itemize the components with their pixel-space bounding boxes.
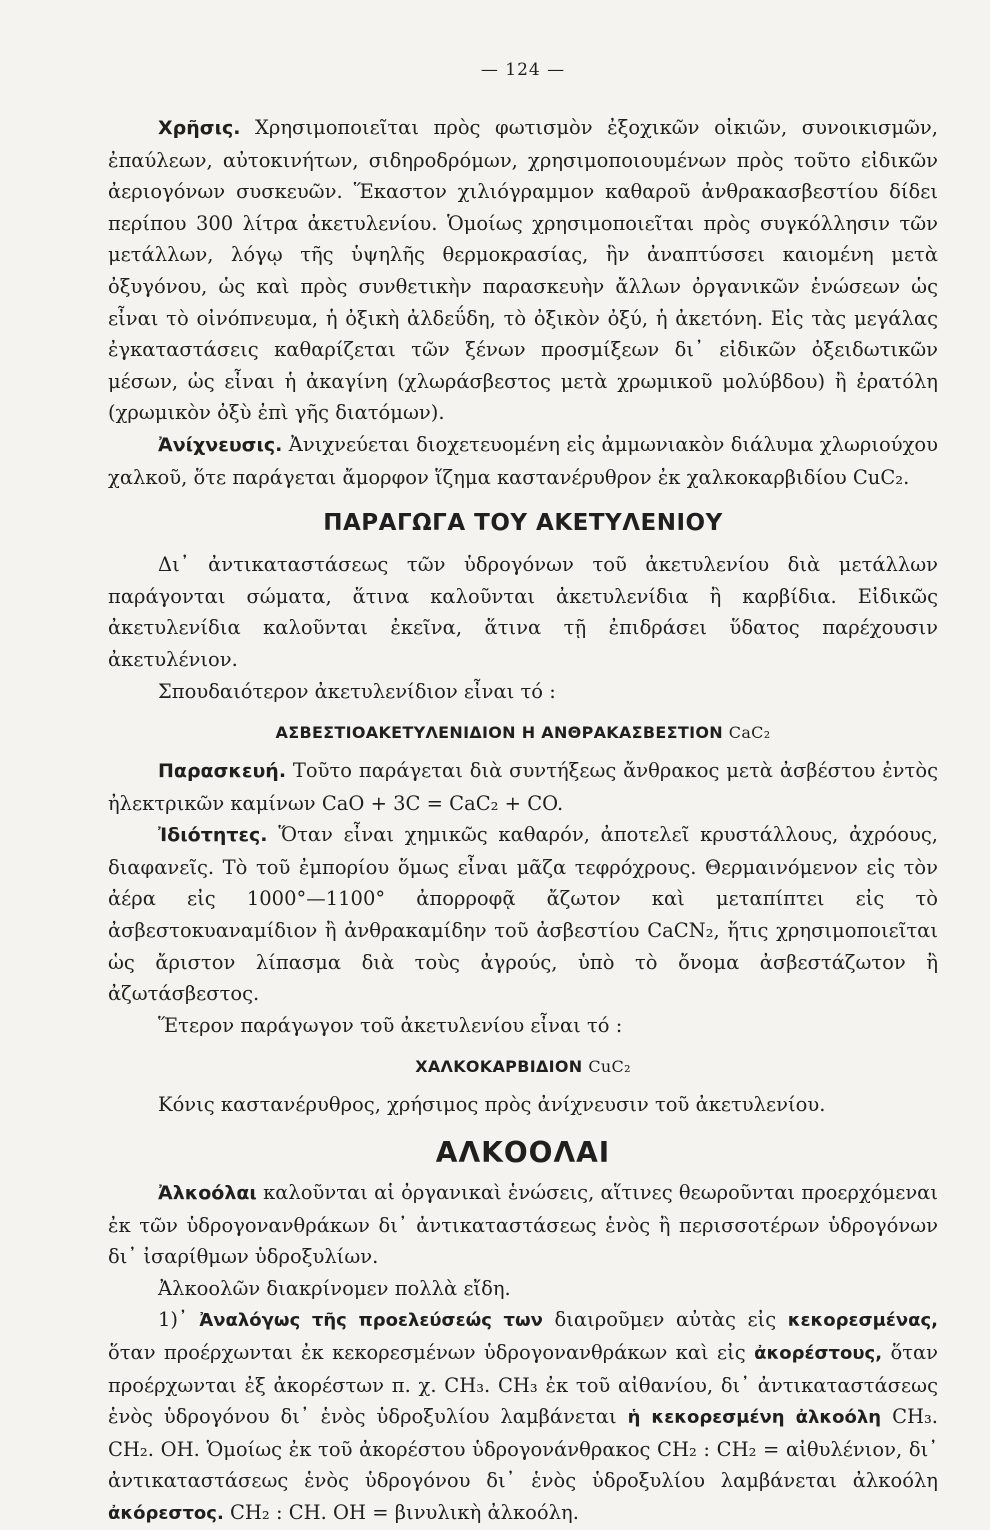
- preparation-text: Τοῦτο παράγεται διὰ συντήξεως ἄνθρακος μετὰ ἀσβέστου ἐντὸς ἠλεκτρικῶν καμίνων CaO + 3C = CaC₂ + CO.: [108, 759, 938, 815]
- derivatives-paragraph: Δι᾿ ἀντικαταστάσεως τῶν ὑδρογόνων τοῦ ἀκετυλενίου διὰ μετάλλων παράγονται σώματα, ἅτινα καλοῦνται ἀκετυλενίδια ἢ καρβίδια. Εἰδικῶς ἀκετυλενίδια καλοῦνται ἐκεῖνα, ἅτινα τῇ ἐπιδράσει ὕδατος παρέχουσιν ἀκετυλένιον.: [108, 553, 938, 671]
- classification-text-d: CH₃. CH₂. OH. Ὁμοίως ἐκ τοῦ ἀκορέστου ὑδρογονάνθρακος CH₂ : CH₂ = αἰθυλένιον, δι᾿ ἀντικαταστάσεως ἑνὸς ὑδρογόνου δι᾿ ἑνὸς ὑδροξυλίου λαμβάνεται ἀλκοόλη: [108, 1405, 939, 1493]
- alcohols-heading: ΑΛΚΟΟΛΑΙ: [435, 1136, 611, 1170]
- uses-term: Χρῆσις.: [158, 117, 241, 139]
- calcium-carbide-heading: [108, 721, 938, 745]
- properties-paragraph: [108, 819, 938, 1010]
- classification-paragraph: [108, 1304, 938, 1529]
- classification-text-b: ὅταν προέρχωνται ἐκ κεκορεσμένων ὑδρογονανθράκων καὶ εἰς: [108, 1341, 755, 1364]
- copper-carbide-title: ΧΑΛΚΟΚΑΡΒΙΔΙΟΝ: [415, 1057, 583, 1077]
- saturated-term: κεκορεσμένας,: [787, 1310, 938, 1332]
- saturated-alcohol-term: ἡ κεκορεσμένη ἀλκοόλη: [627, 1407, 882, 1429]
- unsaturated-alcohol-term: ἀκόρεστος.: [108, 1502, 224, 1524]
- classification-text-e: CH₂ : CH. OH = βινυλικὴ ἀλκοόλη.: [223, 1500, 579, 1524]
- page-number: — 124 —: [480, 60, 566, 80]
- alcohols-definition-text: καλοῦνται αἱ ὀργανικαὶ ἑνώσεις, αἵτινες θεωροῦνται προερχόμεναι ἐκ τῶν ὑδρογονανθράκων δι᾿ ἀντικαταστάσεως ἑνὸς ἢ περισσοτέρων ὑδρογόνων δι᾿ ἰσαρίθμων ὑδροξυλίων.: [108, 1181, 938, 1269]
- uses-paragraph: [108, 112, 938, 429]
- classification-text-a: διαιροῦμεν αὐτὰς εἰς: [542, 1308, 788, 1332]
- unsaturated-term: ἀκορέστους,: [754, 1343, 883, 1364]
- alcohols-kinds: Ἀλκοολῶν διακρίνομεν πολλὰ εἴδη.: [158, 1276, 511, 1300]
- properties-text: Ὅταν εἶναι χημικῶς καθαρόν, ἀποτελεῖ κρυστάλλους, ἀχρόους, διαφανεῖς. Τὸ τοῦ ἐμπορίου ὅμως εἶναι μᾶζα τεφρόχρους. Θερμαινόμενον εἰς τὸν ἀέρα εἰς 1000°—1100° ἀπορροφᾷ ἄζωτον καὶ μεταπίπτει εἰς τὸ ἀσβεστοκυαναμίδιον ἢ ἀνθρακαμίδην τοῦ ἀσβεστίου CaCN₂, ἥτις χρησιμοποιεῖται ὡς ἄριστον λίπασμα διὰ τοὺς ἀγρούς, ὑπὸ τὸ ὄνομα ἀσβεστάζωτον ἢ ἀζωτάσβεστος.: [108, 823, 938, 1006]
- classification-term: Ἀναλόγως τῆς προελεύσεώς των: [199, 1310, 543, 1332]
- copper-carbide-heading: [108, 1055, 938, 1079]
- uses-text: Χρησιμοποιεῖται πρὸς φωτισμὸν ἐξοχικῶν οἰκιῶν, συνοικισμῶν, ἐπαύλεων, αὐτοκινήτων, σιδηροδρόμων, χρησιμοποιουμένων πρὸς τοῦτο εἰδικῶν ἀεριογόνων συσκευῶν. Ἕκαστον χιλιόγραμμον καθαροῦ ἀνθρακασβεστίου δίδει περίπου 300 λίτρα ἀκετυλενίου. Ὁμοίως χρησιμοποιεῖται πρὸς συγκόλλησιν τῶν μετάλλων, λόγῳ τῆς ὑψηλῆς θερμοκρασίας, ἣν ἀναπτύσσει καιομένη μετὰ ὀξυγόνου, ὡς καὶ πρὸς συνθετικὴν παρασκευὴν ἄλλων ὀργανικῶν ἑνώσεων ὡς εἶναι τὸ οἰνόπνευμα, ἡ ὀξικὴ ἀλδεΰδη, τὸ ὀξικὸν ὀξύ, ἡ ἀκετόνη. Εἰς τὰς μεγάλας ἐγκαταστάσεις καθαρίζεται τῶν ξένων προσμίξεων δι᾿ εἰδικῶν ὀξειδωτικῶν μέσων, ὡς εἶναι ἡ ἀκαγίνη (χλωράσβεστος μετὰ χρωμικοῦ μολύβδου) ἢ ἐρατόλη (χρωμικὸν ὀξὺ ἐπὶ γῆς διατόμων).: [108, 116, 938, 425]
- calcium-carbide-title: ΑΣΒΕΣΤΙΟΑΚΕΤΥΛΕΝΙΔΙΟΝ Η ΑΝΘΡΑΚΑΣΒΕΣΤΙΟΝ: [275, 723, 723, 743]
- alcohols-definition: [108, 1177, 938, 1273]
- detection-text: Ἀνιχνεύεται διοχετευομένη εἰς ἀμμωνιακὸν διάλυμα χλωριούχου χαλκοῦ, ὅτε παράγεται ἄμορφον ἵζημα καστανέρυθρον ἐκ χαλκοκαρβιδίου CuC₂.: [108, 432, 938, 489]
- classification-text-c: ὅταν προέρχωνται ἐξ ἀκορέστων π. χ. CH₃. CH₃ ἐκ τοῦ αἰθανίου, δι᾿ ἀντικαταστάσεως ἑνὸς ὑδρογόνου δι᾿ ἑνὸς ὑδροξυλίου λαμβάνεται: [108, 1341, 939, 1429]
- preparation-term: Παρασκευή.: [158, 760, 287, 783]
- alcohols-term: Ἀλκοόλαι: [158, 1182, 257, 1205]
- calcium-carbide-formula: CaC₂: [728, 723, 771, 743]
- derivatives-heading: ΠΑΡΑΓΩΓΑ ΤΟΥ ΑΚΕΤΥΛΕΝΙΟΥ: [323, 510, 723, 537]
- detection-term: Ἀνίχνευσις.: [158, 433, 283, 456]
- copper-carbide-text: Κόνις καστανέρυθρος, χρήσιμος πρὸς ἀνίχνευσιν τοῦ ἀκετυλενίου.: [158, 1093, 826, 1117]
- properties-term: Ἰδιότητες.: [158, 824, 268, 847]
- detection-paragraph: [108, 429, 938, 493]
- derivatives-intro: Σπουδαιότερον ἀκετυλενίδιον εἶναι τό :: [158, 679, 556, 703]
- copper-carbide-formula: CuC₂: [588, 1057, 631, 1077]
- other-derivative-intro: Ἕτερον παράγωγον τοῦ ἀκετυλενίου εἶναι τό :: [158, 1013, 623, 1037]
- classification-number: 1)᾿: [158, 1308, 200, 1332]
- preparation-paragraph: [108, 755, 938, 819]
